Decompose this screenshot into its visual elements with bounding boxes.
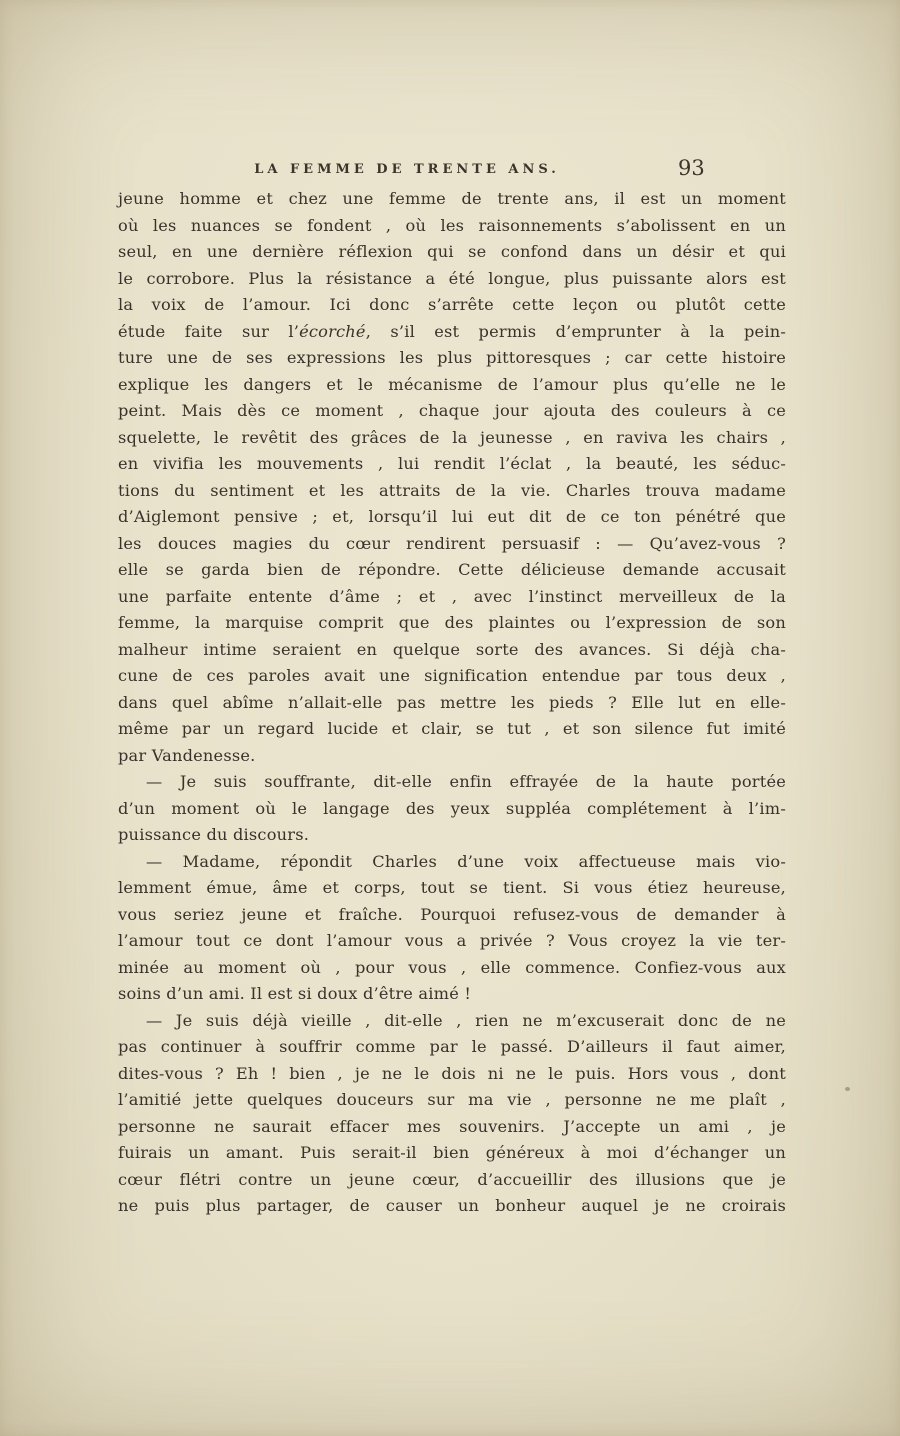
text-line: puissance du discours. [118, 825, 310, 844]
text-line: — Madame, répondit Charles d’une voix affectueuse mais vio- [146, 851, 786, 871]
text-line: pas continuer à souffrir comme par le passé. D’ailleurs il faut aimer, [118, 1037, 786, 1056]
running-header [118, 156, 786, 186]
text-line: jeune homme et chez une femme de trente ans, il est un moment [118, 189, 786, 208]
text-line: explique les dangers et le mécanisme de l’amour plus qu’elle ne le [118, 374, 786, 394]
text-line: soins d’un ami. Il est si doux d’être aimé ! [118, 984, 472, 1003]
text-line: cune de ces paroles avait une signification entendue par tous deux , [118, 666, 786, 685]
text-line: seul, en une dernière réflexion qui se confond dans un désir et qui [118, 242, 786, 261]
text-line: cœur flétri contre un jeune cœur, d’accueillir des illusions que je [118, 1169, 786, 1189]
text-line: d’Aiglemont pensive ; et, lorsqu’il lui eut dit de ce ton pénétré que [118, 507, 786, 526]
text-line: l’amour tout ce dont l’amour vous a privée ? Vous croyez la vie ter- [118, 931, 786, 950]
text-line: le corrobore. Plus la résistance a été longue, plus puissante alors est [118, 268, 786, 288]
text-line: fuirais un amant. Puis serait-il bien généreux à moi d’échanger un [118, 1143, 786, 1162]
text-line: elle se garda bien de répondre. Cette délicieuse demande accusait [118, 560, 786, 579]
italic-text: écorché [299, 321, 366, 341]
text-line: lemment émue, âme et corps, tout se tient. Si vous étiez heureuse, [118, 878, 786, 897]
page-number: 93 [678, 156, 705, 180]
text-line: — Je suis souffrante, dit-elle enfin effrayée de la haute portée [146, 772, 786, 791]
text-line: où les nuances se fondent , où les raisonnements s’abolissent en un [118, 215, 786, 235]
text-line: — Je suis déjà vieille , dit-elle , rien ne m’excuserait donc de ne [146, 1010, 786, 1030]
paragraph [118, 849, 786, 1008]
scan-speck [845, 1087, 850, 1091]
text-line: une parfaite entente d’âme ; et , avec l’instinct merveilleux de la [118, 586, 786, 606]
text-line: tions du sentiment et les attraits de la vie. Charles trouva madame [118, 480, 786, 500]
text-line: étude faite sur l’écorché, s’il est permis d’emprunter à la pein- [118, 321, 786, 341]
page-body [118, 186, 786, 1220]
text-line: l’amitié jette quelques douceurs sur ma vie , personne ne me plaît , [118, 1090, 786, 1109]
text-line: squelette, le revêtit des grâces de la jeunesse , en raviva les chairs , [118, 427, 786, 447]
text-line: dans quel abîme n’allait-elle pas mettre les pieds ? Elle lut en elle- [118, 692, 786, 712]
text-line: malheur intime seraient en quelque sorte des avances. Si déjà cha- [118, 639, 786, 659]
text-line: peint. Mais dès ce moment , chaque jour ajouta des couleurs à ce [118, 401, 786, 420]
text-line: d’un moment où le langage des yeux suppléa complétement à l’im- [118, 798, 786, 818]
text-line: femme, la marquise comprit que des plaintes ou l’expression de son [118, 613, 786, 632]
running-header-title: LA FEMME DE TRENTE ANS. [254, 162, 560, 177]
text-line: minée au moment où , pour vous , elle commence. Confiez-vous aux [118, 957, 786, 977]
text-line: les douces magies du cœur rendirent persuasif : — Qu’avez-vous ? [118, 533, 786, 553]
text-line: même par un regard lucide et clair, se tut , et son silence fut imité [118, 719, 786, 738]
paragraph [118, 769, 786, 849]
paragraph [118, 1008, 786, 1220]
paragraph [118, 186, 786, 769]
text-line: en vivifia les mouvements , lui rendit l’éclat , la beauté, les séduc- [118, 454, 786, 473]
text-line: dites-vous ? Eh ! bien , je ne le dois ni ne le puis. Hors vous , dont [118, 1063, 786, 1083]
text-line: personne ne saurait effacer mes souvenirs. J’accepte un ami , je [118, 1116, 786, 1136]
text-line: vous seriez jeune et fraîche. Pourquoi refusez-vous de demander à [118, 904, 786, 924]
text-line: par Vandenesse. [118, 745, 256, 765]
text-line: ne puis plus partager, de causer un bonheur auquel je ne croirais [118, 1196, 786, 1215]
text-line: la voix de l’amour. Ici donc s’arrête cette leçon ou plutôt cette [118, 295, 786, 314]
text-line: ture une de ses expressions les plus pittoresques ; car cette histoire [118, 348, 786, 367]
